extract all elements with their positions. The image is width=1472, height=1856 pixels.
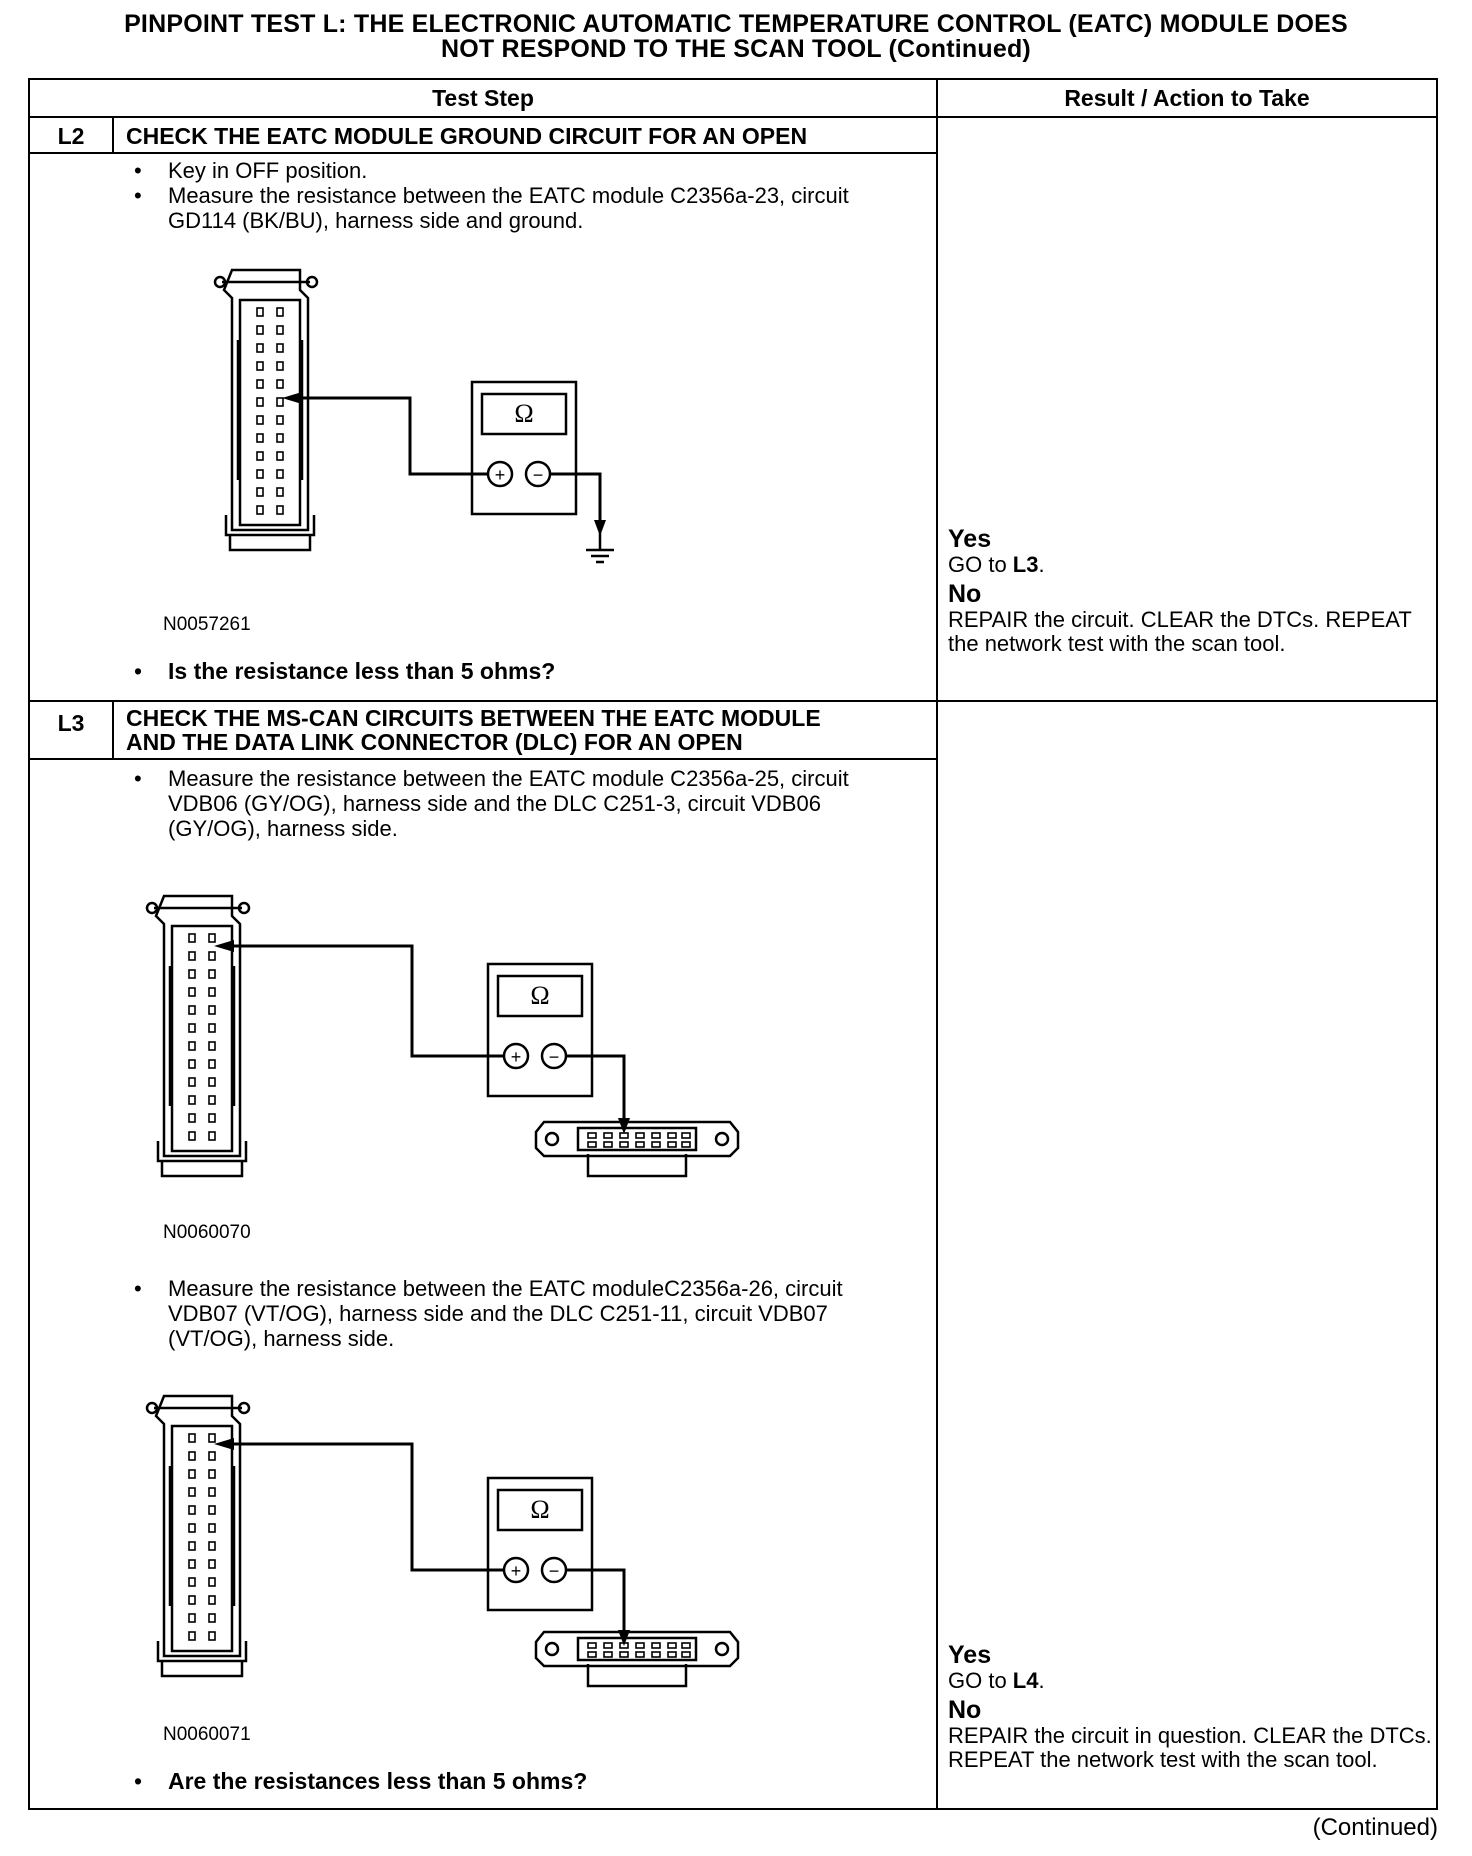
l3-title-line-1: CHECK THE MS-CAN CIRCUITS BETWEEN THE EATC MODULE bbox=[126, 705, 821, 731]
svg-text:−: − bbox=[548, 1561, 560, 1581]
step-title-l2: CHECK THE EATC MODULE GROUND CIRCUIT FOR AN OPEN bbox=[126, 123, 808, 149]
column-divider bbox=[936, 80, 938, 1808]
step-id-divider bbox=[112, 118, 114, 152]
continued-note: (Continued) bbox=[1312, 1814, 1438, 1841]
l3-instructions-2 bbox=[130, 1276, 890, 1351]
svg-text:+: + bbox=[510, 1561, 522, 1581]
svg-text:Ω: Ω bbox=[530, 981, 550, 1010]
l2-figure-id: N0057261 bbox=[163, 614, 251, 635]
l2-bullet-1: • Key in OFF position. bbox=[130, 158, 890, 183]
plus-terminal: + bbox=[494, 465, 506, 485]
header-result: Result / Action to Take bbox=[1064, 85, 1310, 111]
l3-question: • Are the resistances less than 5 ohms? bbox=[130, 1768, 587, 1795]
l3-result bbox=[948, 1642, 1436, 1772]
l3-yes-label: Yes bbox=[948, 1641, 992, 1669]
title-line-1: PINPOINT TEST L: THE ELECTRONIC AUTOMATIC TEMPERATURE CONTROL (EATC) MODULE DOES bbox=[124, 10, 1348, 38]
step-id-l3: L3 bbox=[57, 710, 85, 736]
step-id-l2: L2 bbox=[57, 123, 85, 149]
l2-question: • Is the resistance less than 5 ohms? bbox=[130, 658, 555, 685]
l3-no-label: No bbox=[948, 1696, 982, 1724]
ohm-symbol: Ω bbox=[514, 399, 534, 428]
l3-bullet-1: • Measure the resistance between the EATC module C2356a-25, circuit VDB06 (GY/OG), harness side and the DLC C251-3, circuit VDB06 (GY/OG), harness side. bbox=[130, 766, 890, 841]
header-divider bbox=[30, 116, 1436, 118]
l3-wiring-diagram-2 bbox=[142, 1386, 802, 1706]
step-title-divider bbox=[30, 152, 936, 154]
svg-text:+: + bbox=[510, 1047, 522, 1067]
l3-title-line-2: AND THE DATA LINK CONNECTOR (DLC) FOR AN OPEN bbox=[126, 729, 743, 755]
l2-bullet-2: • Measure the resistance between the EATC module C2356a-23, circuit GD114 (BK/BU), harness side and ground. bbox=[130, 183, 890, 233]
step-title-divider bbox=[30, 758, 936, 760]
svg-text:Ω: Ω bbox=[530, 1495, 550, 1524]
l3-instructions-1 bbox=[130, 766, 890, 841]
step-id-divider bbox=[112, 702, 114, 758]
l2-wiring-diagram bbox=[210, 260, 730, 580]
l3-wiring-diagram-1 bbox=[142, 886, 802, 1206]
l2-no-action: REPAIR the circuit. CLEAR the DTCs. REPEAT the network test with the scan tool. bbox=[948, 607, 1412, 656]
step-title-l3 bbox=[126, 706, 821, 754]
l2-yes-label: Yes bbox=[948, 525, 992, 553]
title-line-2: NOT RESPOND TO THE SCAN TOOL (Continued) bbox=[441, 35, 1031, 63]
svg-text:−: − bbox=[548, 1047, 560, 1067]
pinpoint-test-table bbox=[28, 78, 1438, 1810]
l3-figure-1-id: N0060070 bbox=[163, 1222, 251, 1243]
l3-figure-2-id: N0060071 bbox=[163, 1724, 251, 1745]
row-divider-l2-l3 bbox=[30, 700, 1436, 702]
page-title bbox=[0, 12, 1472, 62]
header-test-step: Test Step bbox=[432, 85, 534, 111]
l2-yes-action: GO to L3. bbox=[948, 552, 1045, 577]
l3-bullet-2: • Measure the resistance between the EATC moduleC2356a-26, circuit VDB07 (VT/OG), harness side and the DLC C251-11, circuit VDB07 (VT/OG), harness side. bbox=[130, 1276, 890, 1351]
l2-no-label: No bbox=[948, 580, 982, 608]
l2-instructions bbox=[130, 158, 890, 233]
l3-no-action: REPAIR the circuit in question. CLEAR the DTCs. REPEAT the network test with the scan tool. bbox=[948, 1723, 1432, 1772]
l2-result bbox=[948, 526, 1428, 656]
l3-yes-action: GO to L4. bbox=[948, 1668, 1045, 1693]
minus-terminal: − bbox=[532, 465, 544, 485]
